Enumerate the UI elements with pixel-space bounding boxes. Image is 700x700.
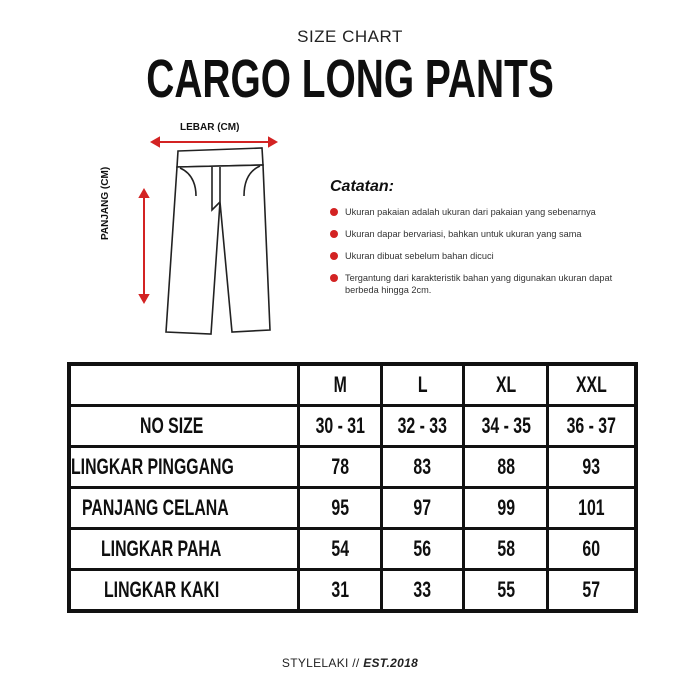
table-header-cell xyxy=(69,364,299,406)
note-item xyxy=(330,272,640,296)
brand-name: STYLELAKI // xyxy=(281,656,360,670)
table-cell: 57 xyxy=(548,570,636,612)
note-text: Ukuran dibuat sebelum bahan dicuci xyxy=(345,251,494,261)
table-cell: 60 xyxy=(548,529,636,570)
table-cell: 32 - 33 xyxy=(381,406,464,447)
bullet-dot-icon xyxy=(330,208,338,216)
row-label: PANJANG CELANA xyxy=(69,488,299,529)
table-cell: 30 - 31 xyxy=(299,406,382,447)
table-cell: 55 xyxy=(464,570,548,612)
size-table xyxy=(67,362,638,613)
row-label: LINGKAR KAKI xyxy=(69,570,299,612)
table-cell: 101 xyxy=(548,488,636,529)
table-cell: 88 xyxy=(464,447,548,488)
table-cell: 54 xyxy=(299,529,382,570)
table-cell: 56 xyxy=(381,529,464,570)
table-cell: 93 xyxy=(548,447,636,488)
note-item xyxy=(330,228,640,240)
length-label: PANJANG (CM) xyxy=(100,166,111,240)
table-cell: 34 - 35 xyxy=(464,406,548,447)
row-label: NO SIZE xyxy=(69,406,299,447)
table-row xyxy=(69,488,636,529)
table-header-cell: M xyxy=(299,364,382,406)
table-header-cell: L xyxy=(381,364,464,406)
note-text: Ukuran pakaian adalah ukuran dari pakaian yang sebenarnya xyxy=(345,207,596,217)
established-year: EST.2018 xyxy=(363,656,419,670)
width-label: LEBAR (CM) xyxy=(180,122,240,133)
footer-brand xyxy=(0,656,700,670)
page-title: CARGO LONG PANTS xyxy=(146,49,554,109)
note-item xyxy=(330,206,640,218)
note-item xyxy=(330,250,640,262)
table-header-cell: XXL xyxy=(548,364,636,406)
width-arrow xyxy=(152,138,276,146)
table-cell: 33 xyxy=(381,570,464,612)
bullet-dot-icon xyxy=(330,230,338,238)
table-row xyxy=(69,529,636,570)
row-label: LINGKAR PAHA xyxy=(69,529,299,570)
length-arrow xyxy=(140,190,148,302)
note-text: Tergantung dari karakteristik bahan yang digunakan ukuran dapat berbeda hingga 2cm. xyxy=(345,273,613,295)
table-cell: 31 xyxy=(299,570,382,612)
table-header-row xyxy=(69,364,636,406)
note-text: Ukuran dapar bervariasi, bahkan untuk ukuran yang sama xyxy=(345,229,582,239)
bullet-dot-icon xyxy=(330,252,338,260)
table-cell: 83 xyxy=(381,447,464,488)
table-header-cell: XL xyxy=(464,364,548,406)
table-row xyxy=(69,570,636,612)
table-cell: 97 xyxy=(381,488,464,529)
table-row xyxy=(69,447,636,488)
table-cell: 36 - 37 xyxy=(548,406,636,447)
bullet-dot-icon xyxy=(330,274,338,282)
notes-panel xyxy=(330,178,640,306)
table-cell: 95 xyxy=(299,488,382,529)
pants-diagram xyxy=(120,118,320,340)
notes-title: Catatan: xyxy=(330,178,395,195)
table-cell: 58 xyxy=(464,529,548,570)
table-cell: 99 xyxy=(464,488,548,529)
chart-subtitle: SIZE CHART xyxy=(297,27,403,46)
row-label: LINGKAR PINGGANG xyxy=(69,447,299,488)
table-cell: 78 xyxy=(299,447,382,488)
pants-outline xyxy=(166,148,270,334)
table-row xyxy=(69,406,636,447)
